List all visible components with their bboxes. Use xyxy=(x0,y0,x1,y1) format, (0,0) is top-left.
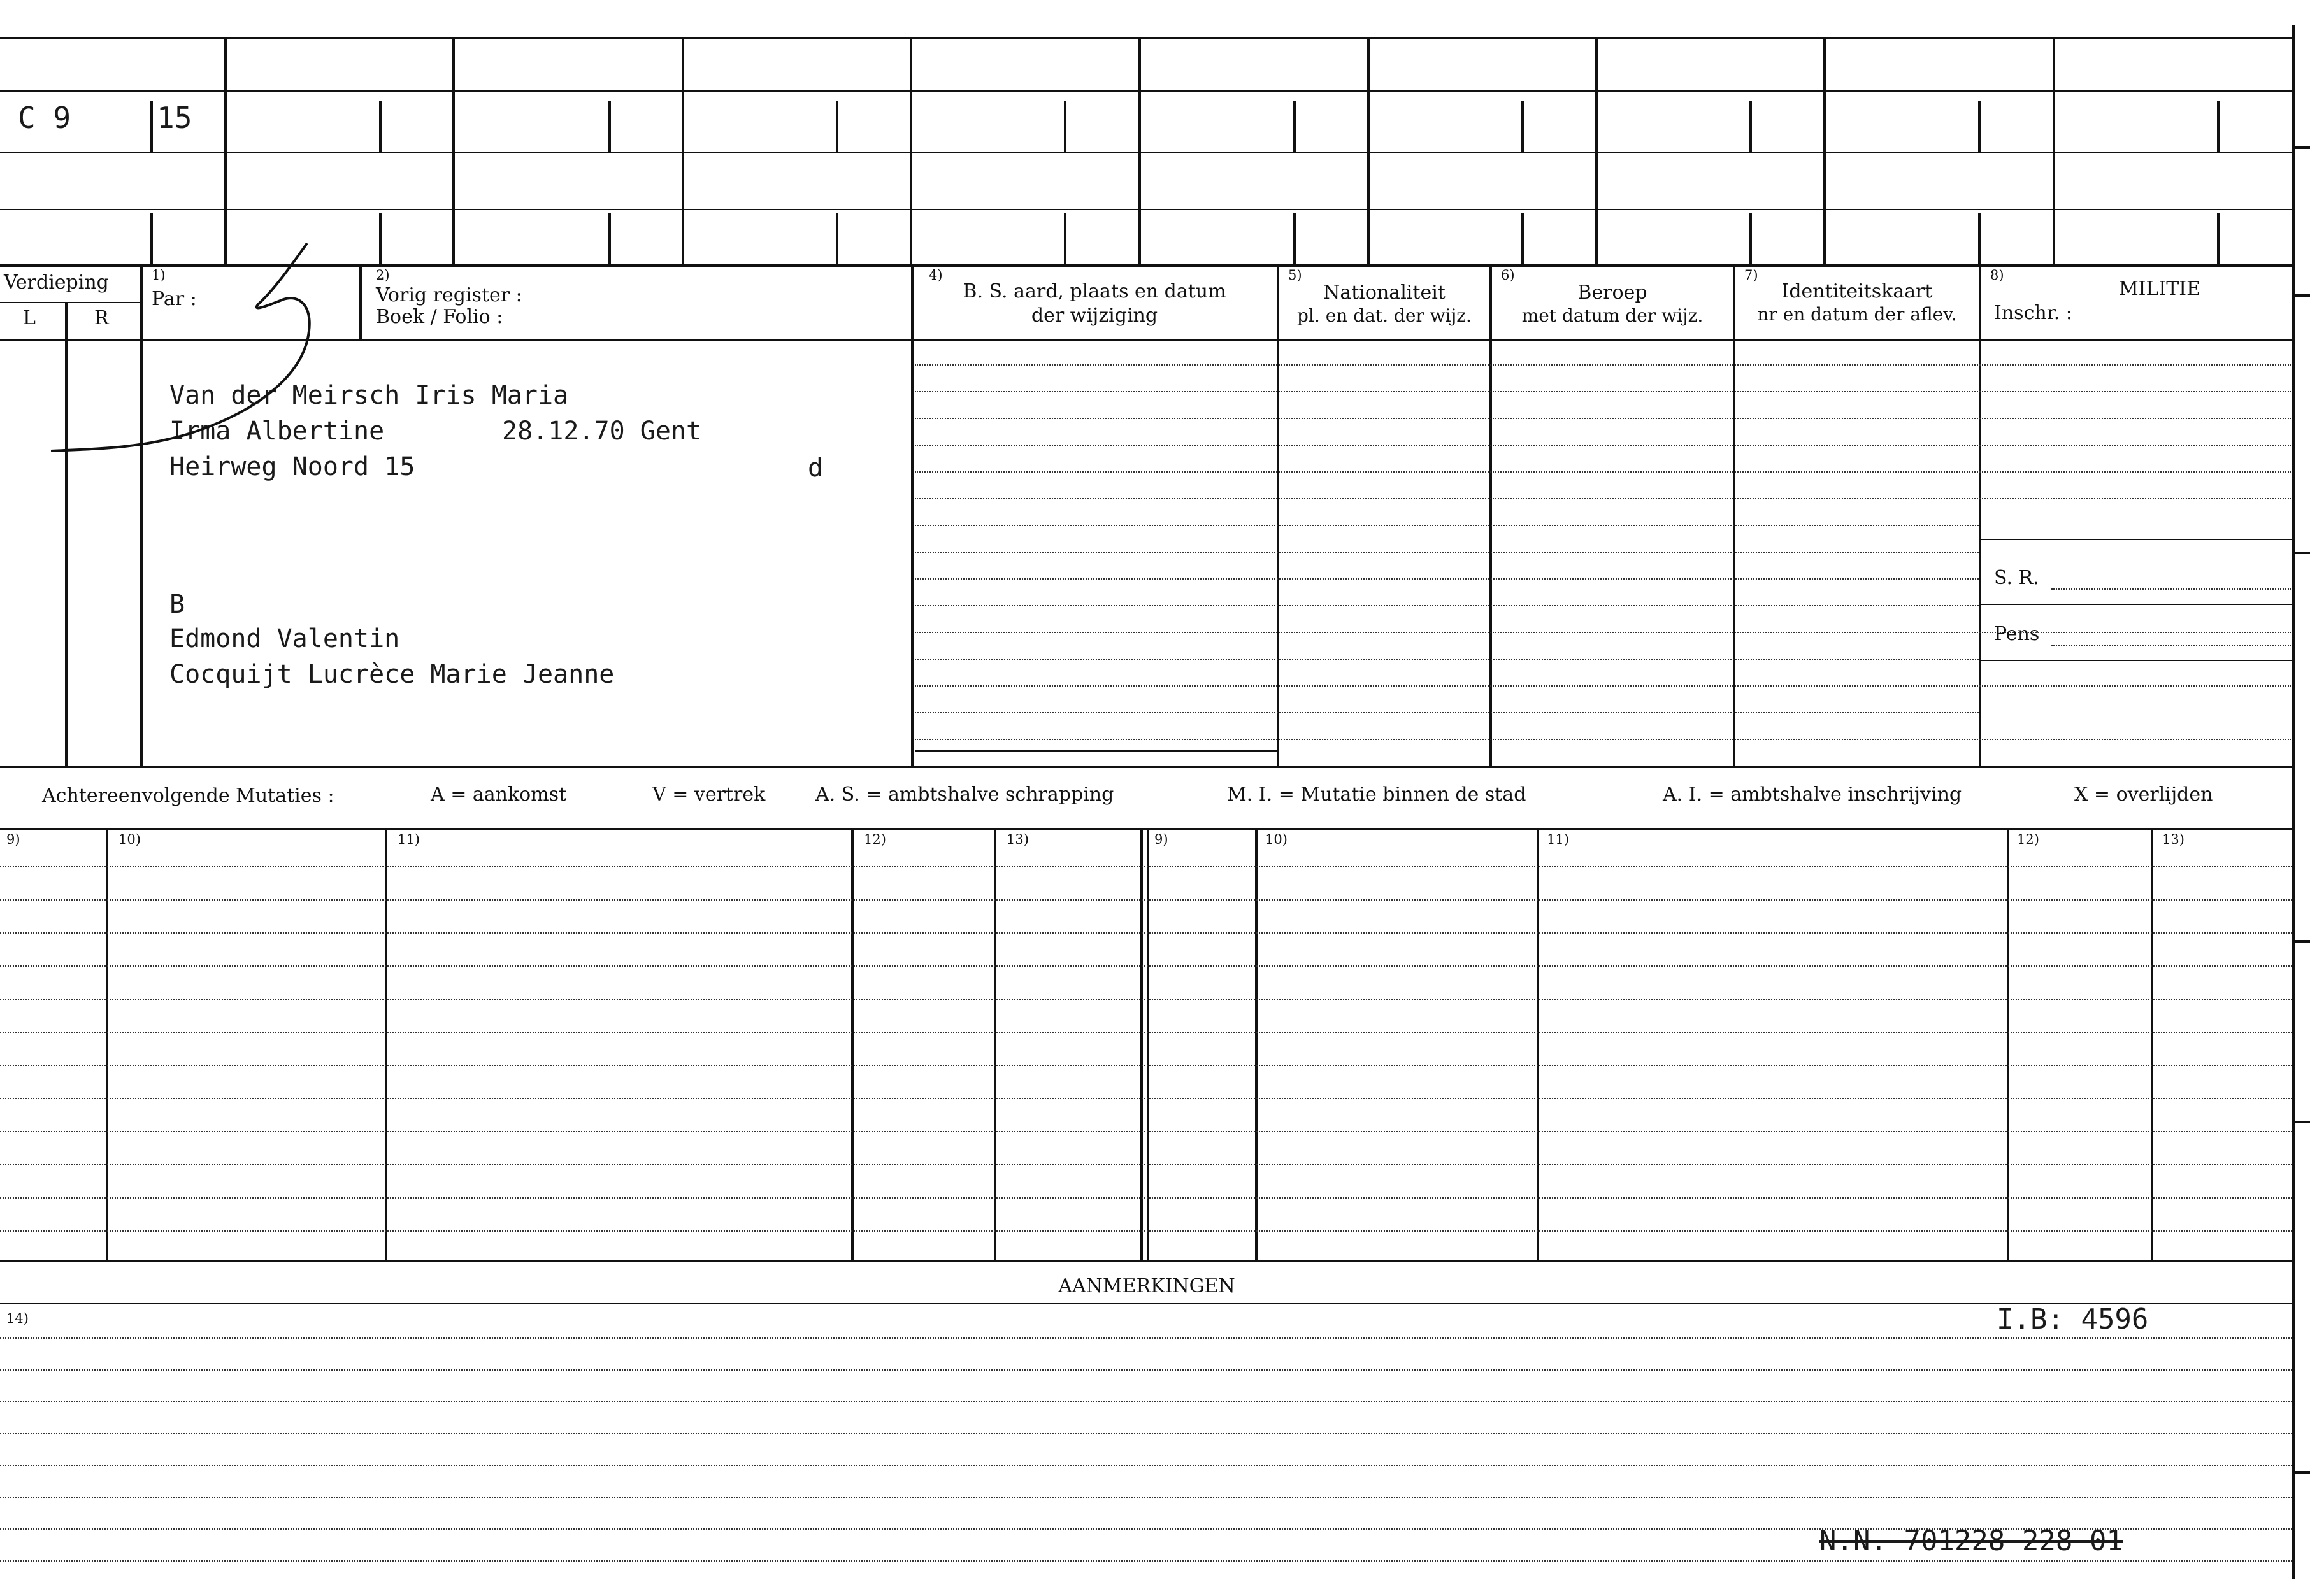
mut-col-9b: 9) xyxy=(1154,832,1168,847)
h5-number: 5) xyxy=(1288,267,1302,283)
entry-father: Edmond Valentin xyxy=(169,624,400,653)
militie-title: MILITIE xyxy=(2118,278,2201,300)
par-label: Par : xyxy=(152,288,197,310)
house-number: 15 xyxy=(157,101,192,135)
boek-folio-label: Boek / Folio : xyxy=(376,306,503,328)
mut-col-12b: 12) xyxy=(2017,832,2039,847)
sr-label: S. R. xyxy=(1994,567,2039,589)
h4-line1: B. S. aard, plaats en datum xyxy=(963,280,1226,303)
ib-number: I.B: 4596 xyxy=(1997,1303,2149,1336)
nn-number: N.N. 701228 228 01 xyxy=(1819,1525,2123,1557)
mut-col-10a: 10) xyxy=(118,832,141,847)
mutation-ai: A. I. = ambtshalve inschrijving xyxy=(1663,783,1962,806)
h6-number: 6) xyxy=(1501,267,1515,283)
h2-number: 2) xyxy=(376,267,390,283)
mut-col-11b: 11) xyxy=(1547,832,1569,847)
vorig-register-label: Vorig register : xyxy=(376,284,522,306)
h7-line2: nr en datum der aflev. xyxy=(1757,304,1957,325)
h6-line1: Beroep xyxy=(1577,281,1647,304)
mut-col-12a: 12) xyxy=(864,832,886,847)
mutation-v: V = vertrek xyxy=(652,783,766,806)
entry-name-line: Van der Meirsch Iris Maria xyxy=(169,381,569,410)
entry-mother: Cocquijt Lucrèce Marie Jeanne xyxy=(169,660,615,689)
mutation-mi: M. I. = Mutatie binnen de stad xyxy=(1227,783,1526,806)
mutation-a: A = aankomst xyxy=(431,783,567,806)
pens-label: Pens xyxy=(1994,623,2040,645)
h7-number: 7) xyxy=(1744,267,1758,283)
mut-col-11a: 11) xyxy=(398,832,420,847)
verdieping-label: Verdieping xyxy=(4,271,109,294)
entry-birth-date: 28.12.70 Gent xyxy=(502,417,702,446)
right-label: R xyxy=(94,307,109,329)
entry-given-names: Irma Albertine xyxy=(169,417,385,446)
mutation-x: X = overlijden xyxy=(2074,783,2213,806)
remarks-title: AANMERKINGEN xyxy=(1058,1275,1235,1297)
h1-number: 1) xyxy=(152,267,166,283)
mutation-as: A. S. = ambtshalve schrapping xyxy=(815,783,1114,806)
h6-line2: met datum der wijz. xyxy=(1521,305,1704,326)
mutations-title: Achtereenvolgende Mutaties : xyxy=(42,785,334,807)
mut-col-13b: 13) xyxy=(2162,832,2184,847)
remarks-number: 14) xyxy=(6,1311,29,1326)
h5-line1: Nationaliteit xyxy=(1323,281,1446,304)
inschr-label: Inschr. : xyxy=(1994,302,2072,324)
h7-line1: Identiteitskaart xyxy=(1781,280,1933,303)
mut-col-10b: 10) xyxy=(1265,832,1288,847)
section-code: C 9 xyxy=(18,101,71,135)
entry-address: Heirweg Noord 15 xyxy=(169,452,415,481)
h8-number: 8) xyxy=(1990,267,2004,283)
left-label: L xyxy=(23,307,36,329)
mut-col-13a: 13) xyxy=(1007,832,1029,847)
entry-b: B xyxy=(169,590,185,619)
entry-mark: d xyxy=(808,453,824,483)
h4-number: 4) xyxy=(929,267,943,283)
mut-col-9a: 9) xyxy=(6,832,20,847)
h4-line2: der wijziging xyxy=(1031,304,1158,327)
h5-line2: pl. en dat. der wijz. xyxy=(1297,305,1472,326)
